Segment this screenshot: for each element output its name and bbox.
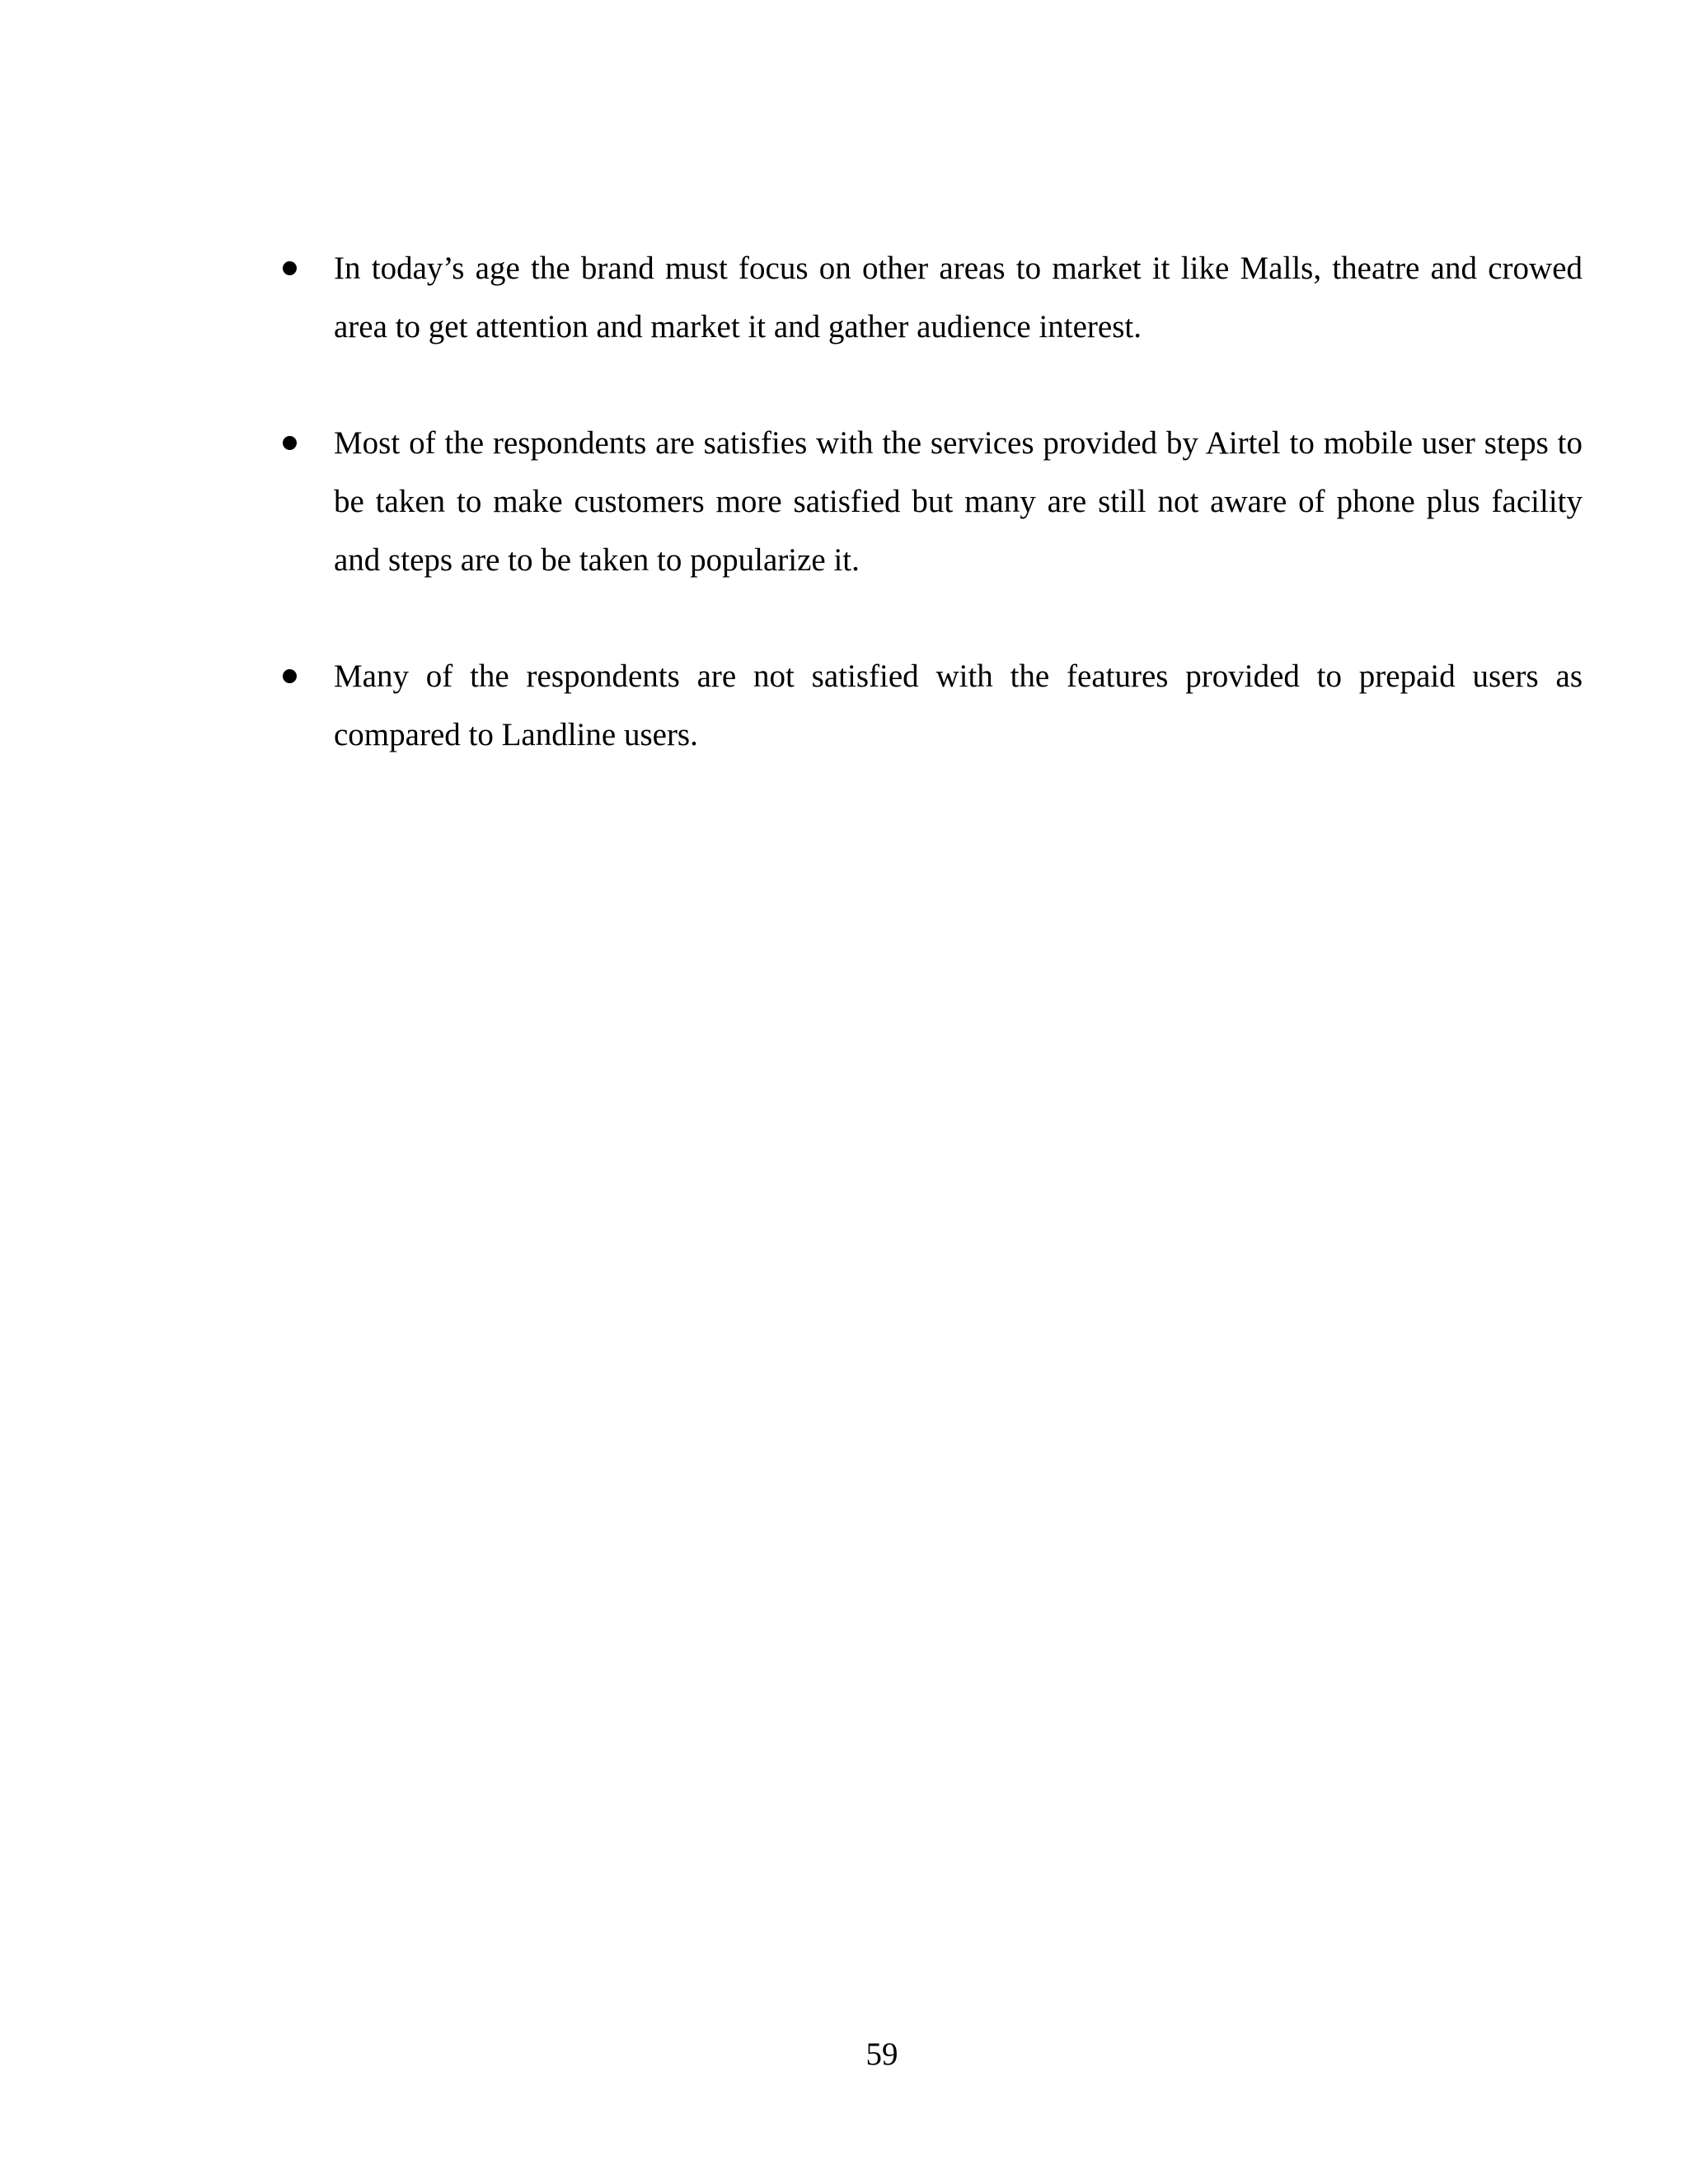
bullet-item (276, 414, 1582, 589)
findings-bullet-list (276, 239, 1582, 822)
page-number: 59 (865, 2036, 898, 2072)
bullet-text: Many of the respondents are not satisfied with the features provided to prepaid users as compared to Landline users. (334, 658, 1582, 752)
bullet-text: Most of the respondents are satisfies with the services provided by Airtel to mobile user steps to be taken to make customers more satisfied but many are still not aware of phone plus facility and steps are to be taken to popularize it. (334, 425, 1582, 578)
bullet-item (276, 647, 1582, 764)
bullet-point-icon (283, 261, 297, 275)
bullet-item (276, 239, 1582, 356)
bullet-point-icon (283, 669, 297, 683)
bullet-point-icon (283, 436, 297, 450)
bullet-text: In today’s age the brand must focus on other areas to market it like Malls, theatre and crowed area to get attention and market it and gather audience interest. (334, 251, 1582, 344)
